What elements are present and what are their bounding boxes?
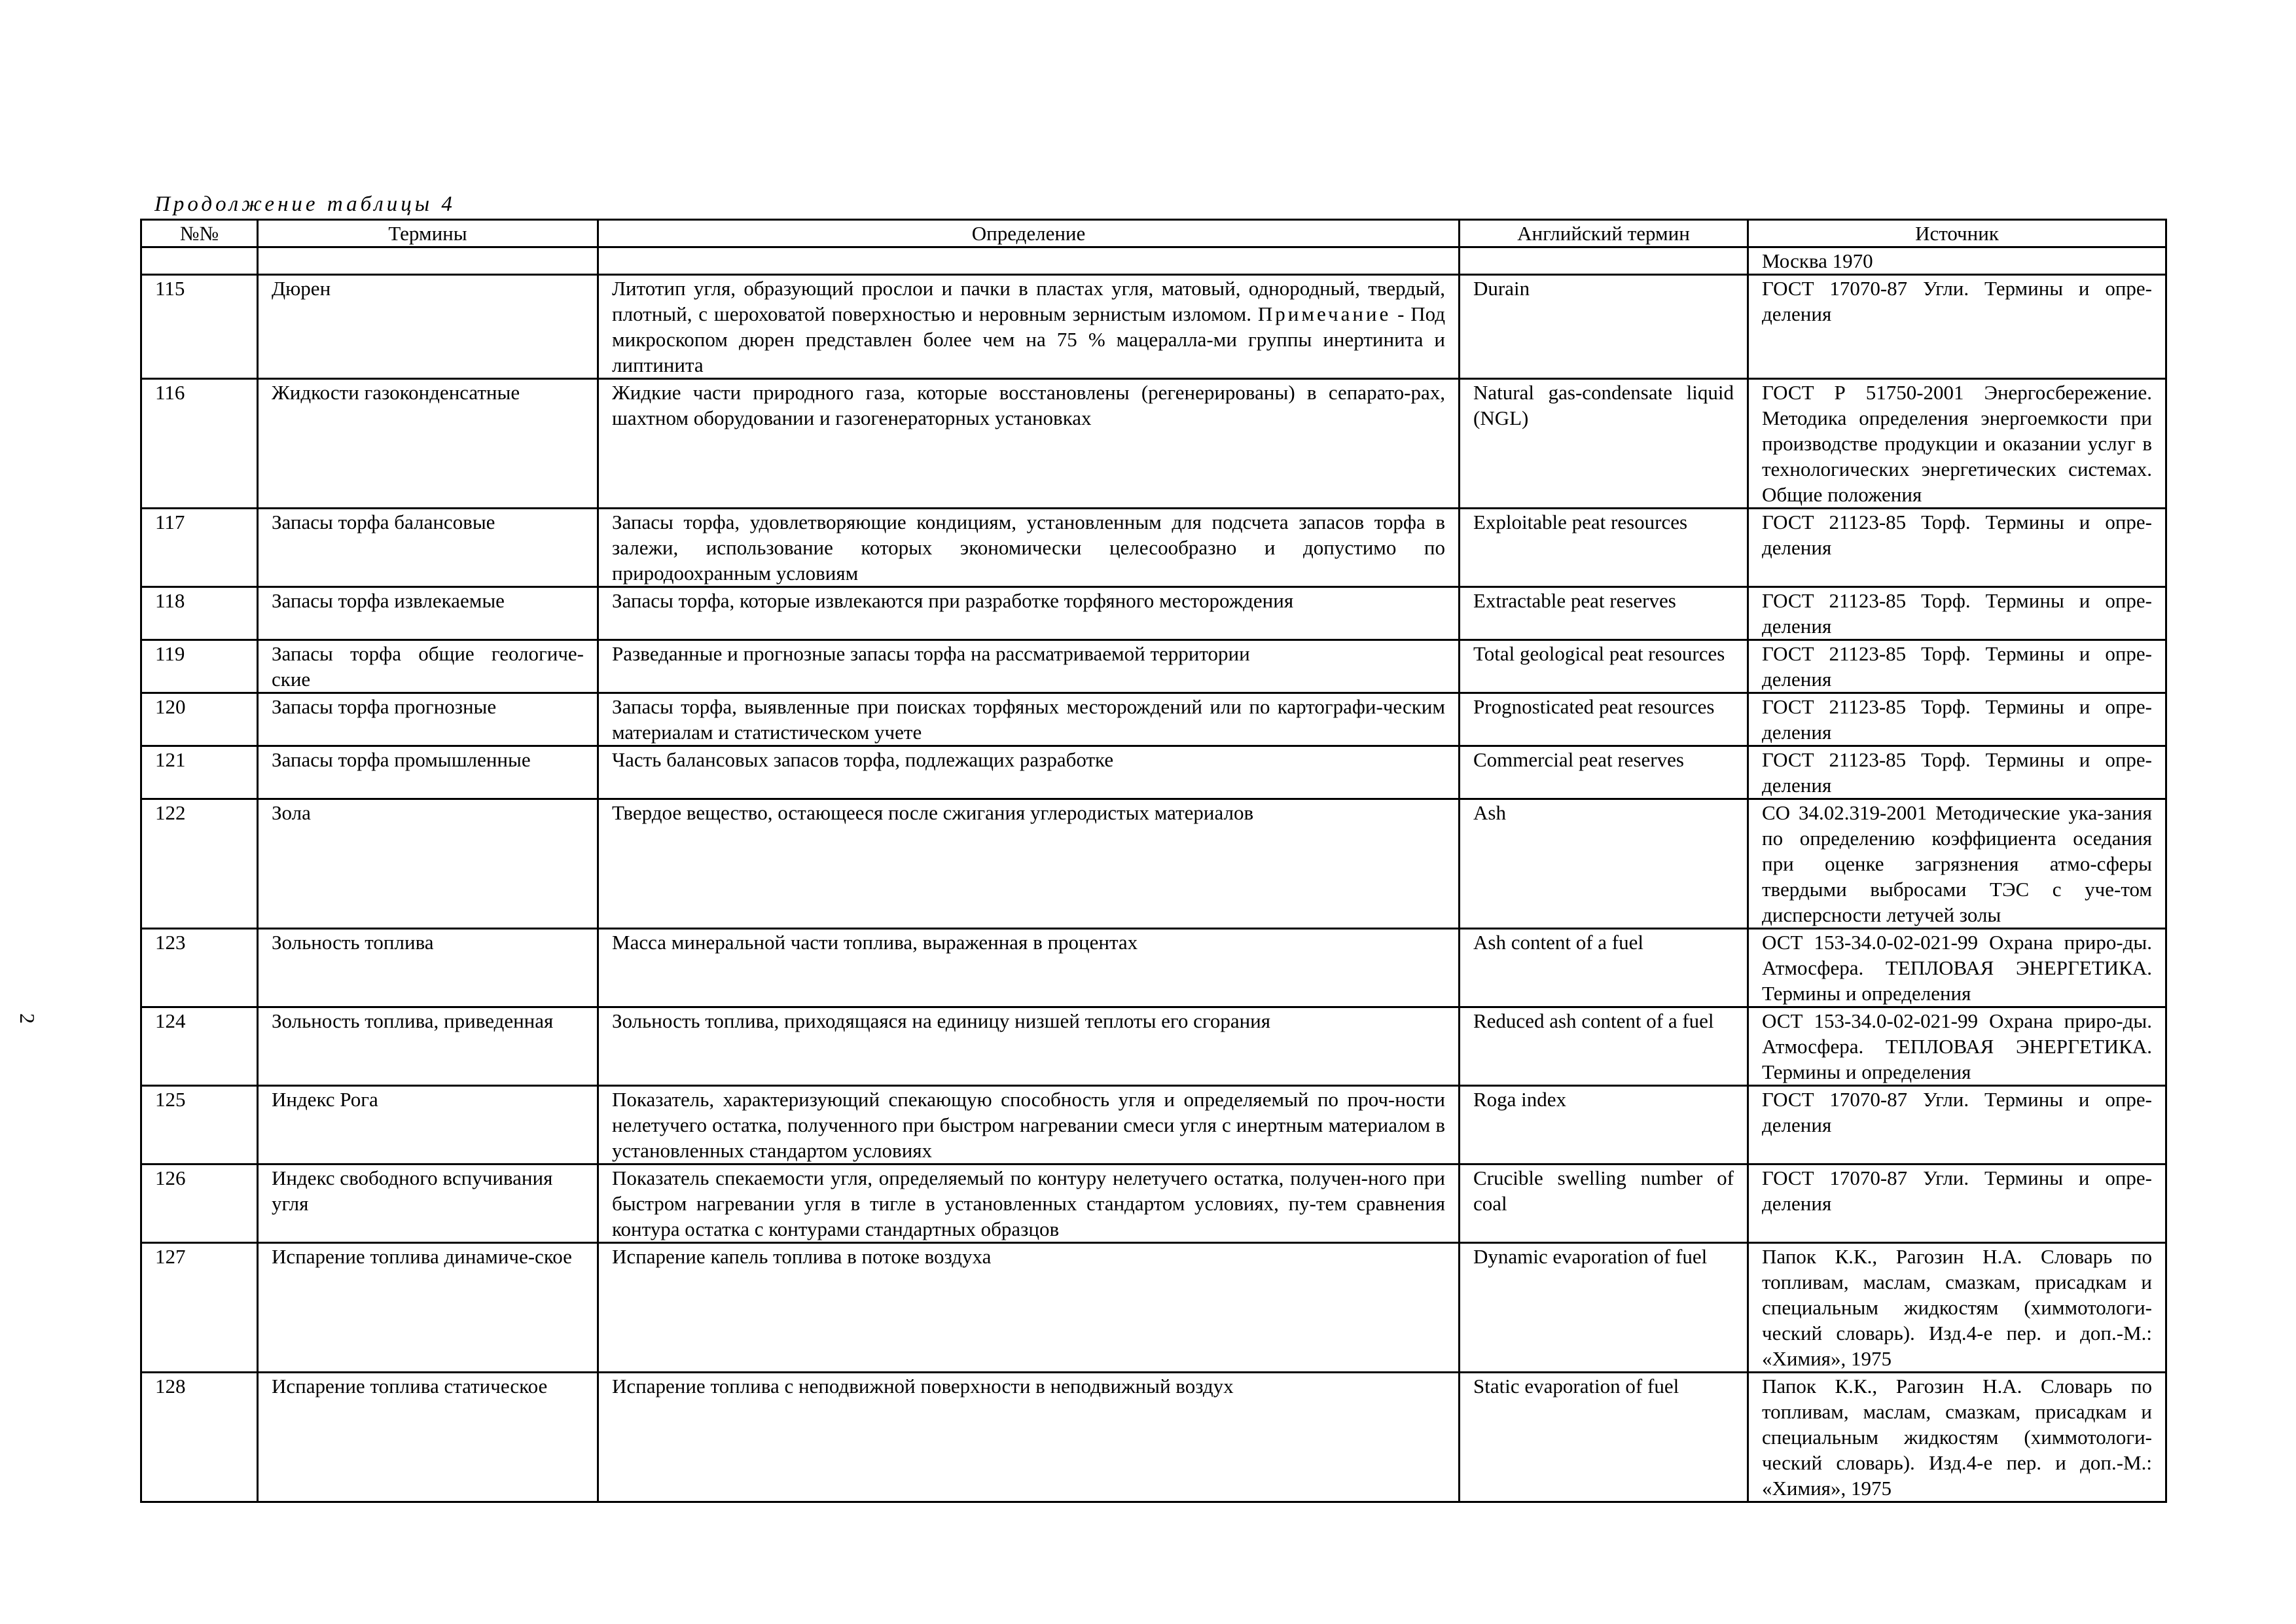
- cell-num: 126: [141, 1164, 258, 1243]
- header-definition: Определение: [598, 220, 1460, 247]
- cell-num: 128: [141, 1373, 258, 1502]
- cell-english: Natural gas-condensate liquid (NGL): [1460, 379, 1748, 509]
- cell-english: Exploitable peat resources: [1460, 509, 1748, 587]
- header-num: №№: [141, 220, 258, 247]
- cell-definition: Масса минеральной части топлива, выраженная в процентах: [598, 929, 1460, 1007]
- cell-definition: Жидкие части природного газа, которые восстановлены (регенерированы) в сепарато-рах, шахтном оборудовании и газогенераторных установках: [598, 379, 1460, 509]
- cell-term: Индекс свободного вспучивания угля: [258, 1164, 598, 1243]
- cell-num: 116: [141, 379, 258, 509]
- cell-source: ГОСТ 21123-85 Торф. Термины и опре-деления: [1748, 693, 2166, 746]
- cell-num: 115: [141, 275, 258, 379]
- cell-english: Prognosticated peat resources: [1460, 693, 1748, 746]
- cell-source: Москва 1970: [1748, 247, 2166, 275]
- cell-definition: [598, 275, 1460, 379]
- cell-source: ГОСТ 21123-85 Торф. Термины и опре-деления: [1748, 746, 2166, 799]
- cell-num: 121: [141, 746, 258, 799]
- header-row: [141, 220, 2166, 247]
- cell-source: ГОСТ 21123-85 Торф. Термины и опре-деления: [1748, 587, 2166, 640]
- table-row: [141, 1373, 2166, 1502]
- cell-num: 120: [141, 693, 258, 746]
- table-row: [141, 379, 2166, 509]
- cell-term: Зола: [258, 799, 598, 929]
- cell-num: [141, 247, 258, 275]
- cell-definition: Показатель спекаемости угля, определяемый по контуру нелетучего остатка, получен-ного при быстром нагревании угля в тигле в установленных стандартом условиях, пу-тем сравнения контура остатка с контурами стандартных образцов: [598, 1164, 1460, 1243]
- cell-definition: Испарение капель топлива в потоке воздуха: [598, 1243, 1460, 1373]
- cell-english: Ash: [1460, 799, 1748, 929]
- cell-num: 127: [141, 1243, 258, 1373]
- cell-term: Запасы торфа общие геологиче-ские: [258, 640, 598, 693]
- cell-term: Зольность топлива: [258, 929, 598, 1007]
- table-row: [141, 799, 2166, 929]
- cell-term: [258, 247, 598, 275]
- continuation-row: [141, 247, 2166, 275]
- cell-source: СО 34.02.319-2001 Методические ука-зания по определению коэффициента оседания при оценке загрязнения атмо-сферы твердыми выбросами ТЭС с уче-том дисперсности летучей золы: [1748, 799, 2166, 929]
- cell-source: ГОСТ 21123-85 Торф. Термины и опре-деления: [1748, 509, 2166, 587]
- header-english: Английский термин: [1460, 220, 1748, 247]
- cell-source: ГОСТ Р 51750-2001 Энергосбережение. Методика определения энергоемкости при производстве продукции и оказании услуг в технологических энергетических системах. Общие положения: [1748, 379, 2166, 509]
- cell-english: Dynamic evaporation of fuel: [1460, 1243, 1748, 1373]
- table-caption: Продолжение таблицы 4: [154, 192, 456, 216]
- note-label: Примечание: [1257, 302, 1391, 325]
- cell-english: [1460, 247, 1748, 275]
- cell-term: Запасы торфа промышленные: [258, 746, 598, 799]
- cell-source: ОСТ 153-34.0-02-021-99 Охрана приро-ды. Атмосфера. ТЕПЛОВАЯ ЭНЕРГЕТИКА. Термины и определения: [1748, 929, 2166, 1007]
- cell-definition: Испарение топлива с неподвижной поверхности в неподвижный воздух: [598, 1373, 1460, 1502]
- table-row: [141, 693, 2166, 746]
- cell-source: Папок К.К., Рагозин Н.А. Словарь по топливам, маслам, смазкам, присадкам и специальным жидкостям (химмотологи-ческий словарь). Изд.4-е пер. и доп.-М.: «Химия», 1975: [1748, 1373, 2166, 1502]
- table-row: [141, 1164, 2166, 1243]
- cell-num: 119: [141, 640, 258, 693]
- table-row: [141, 640, 2166, 693]
- cell-source: Папок К.К., Рагозин Н.А. Словарь по топливам, маслам, смазкам, присадкам и специальным жидкостям (химмотологи-ческий словарь). Изд.4-е пер. и доп.-М.: «Химия», 1975: [1748, 1243, 2166, 1373]
- cell-english: Static evaporation of fuel: [1460, 1373, 1748, 1502]
- cell-term: Запасы торфа извлекаемые: [258, 587, 598, 640]
- cell-term: Запасы торфа прогнозные: [258, 693, 598, 746]
- cell-definition: Твердое вещество, остающееся после сжигания углеродистых материалов: [598, 799, 1460, 929]
- cell-source: ОСТ 153-34.0-02-021-99 Охрана приро-ды. Атмосфера. ТЕПЛОВАЯ ЭНЕРГЕТИКА. Термины и определения: [1748, 1007, 2166, 1086]
- cell-definition: [598, 247, 1460, 275]
- cell-definition: Часть балансовых запасов торфа, подлежащих разработке: [598, 746, 1460, 799]
- terms-table: [140, 219, 2167, 1503]
- table-row: [141, 1086, 2166, 1164]
- table-row: [141, 1243, 2166, 1373]
- cell-term: Испарение топлива динамиче-ское: [258, 1243, 598, 1373]
- cell-num: 118: [141, 587, 258, 640]
- cell-num: 117: [141, 509, 258, 587]
- cell-term: Жидкости газоконденсатные: [258, 379, 598, 509]
- cell-term: Дюрен: [258, 275, 598, 379]
- cell-english: Reduced ash content of a fuel: [1460, 1007, 1748, 1086]
- table-row: [141, 1007, 2166, 1086]
- cell-term: Запасы торфа балансовые: [258, 509, 598, 587]
- cell-term: Испарение топлива статическое: [258, 1373, 598, 1502]
- cell-num: 123: [141, 929, 258, 1007]
- cell-english: Commercial peat reserves: [1460, 746, 1748, 799]
- cell-definition: Запасы торфа, удовлетворяющие кондициям, установленным для подсчета запасов торфа в залежи, использование которых экономически целесообразно и допустимо по природоохранным условиям: [598, 509, 1460, 587]
- note-text: - Под микроскопом дюрен представлен более чем на 75 % мацералла-ми группы инертинита и липтинита: [612, 302, 1446, 376]
- cell-english: Total geological peat resources: [1460, 640, 1748, 693]
- header-term: Термины: [258, 220, 598, 247]
- cell-num: 122: [141, 799, 258, 929]
- table-row: [141, 746, 2166, 799]
- cell-english: Roga index: [1460, 1086, 1748, 1164]
- table-row: [141, 587, 2166, 640]
- header-source: Источник: [1748, 220, 2166, 247]
- cell-source: ГОСТ 17070-87 Угли. Термины и опре-деления: [1748, 1164, 2166, 1243]
- cell-english: Ash content of a fuel: [1460, 929, 1748, 1007]
- table-row: [141, 275, 2166, 379]
- cell-english: Durain: [1460, 275, 1748, 379]
- cell-source: ГОСТ 17070-87 Угли. Термины и опре-деления: [1748, 1086, 2166, 1164]
- cell-num: 124: [141, 1007, 258, 1086]
- cell-definition: Разведанные и прогнозные запасы торфа на рассматриваемой территории: [598, 640, 1460, 693]
- cell-num: 125: [141, 1086, 258, 1164]
- cell-source: ГОСТ 21123-85 Торф. Термины и опре-деления: [1748, 640, 2166, 693]
- cell-term: Зольность топлива, приведенная: [258, 1007, 598, 1086]
- definition-text: Литотип угля, образующий прослои и пачки в пластах угля, матовый, однородный, твердый, плотный, с шероховатой поверхностью и неровным зернистым изломом.: [612, 277, 1445, 325]
- page-number: 2: [16, 1013, 39, 1024]
- cell-english: Extractable peat reserves: [1460, 587, 1748, 640]
- cell-definition: Запасы торфа, выявленные при поисках торфяных месторождений или по картографи-ческим материалам и статистическом учете: [598, 693, 1460, 746]
- cell-source: ГОСТ 17070-87 Угли. Термины и опре-деления: [1748, 275, 2166, 379]
- cell-definition: Зольность топлива, приходящаяся на единицу низшей теплоты его сгорания: [598, 1007, 1460, 1086]
- cell-english: Crucible swelling number of coal: [1460, 1164, 1748, 1243]
- table-row: [141, 509, 2166, 587]
- cell-term: Индекс Рога: [258, 1086, 598, 1164]
- cell-definition: Запасы торфа, которые извлекаются при разработке торфяного месторождения: [598, 587, 1460, 640]
- table-row: [141, 929, 2166, 1007]
- cell-definition: Показатель, характеризующий спекающую способность угля и определяемый по проч-ности нелетучего остатка, полученного при быстром нагревании смеси угля с инертным материалом в установленных стандартом условиях: [598, 1086, 1460, 1164]
